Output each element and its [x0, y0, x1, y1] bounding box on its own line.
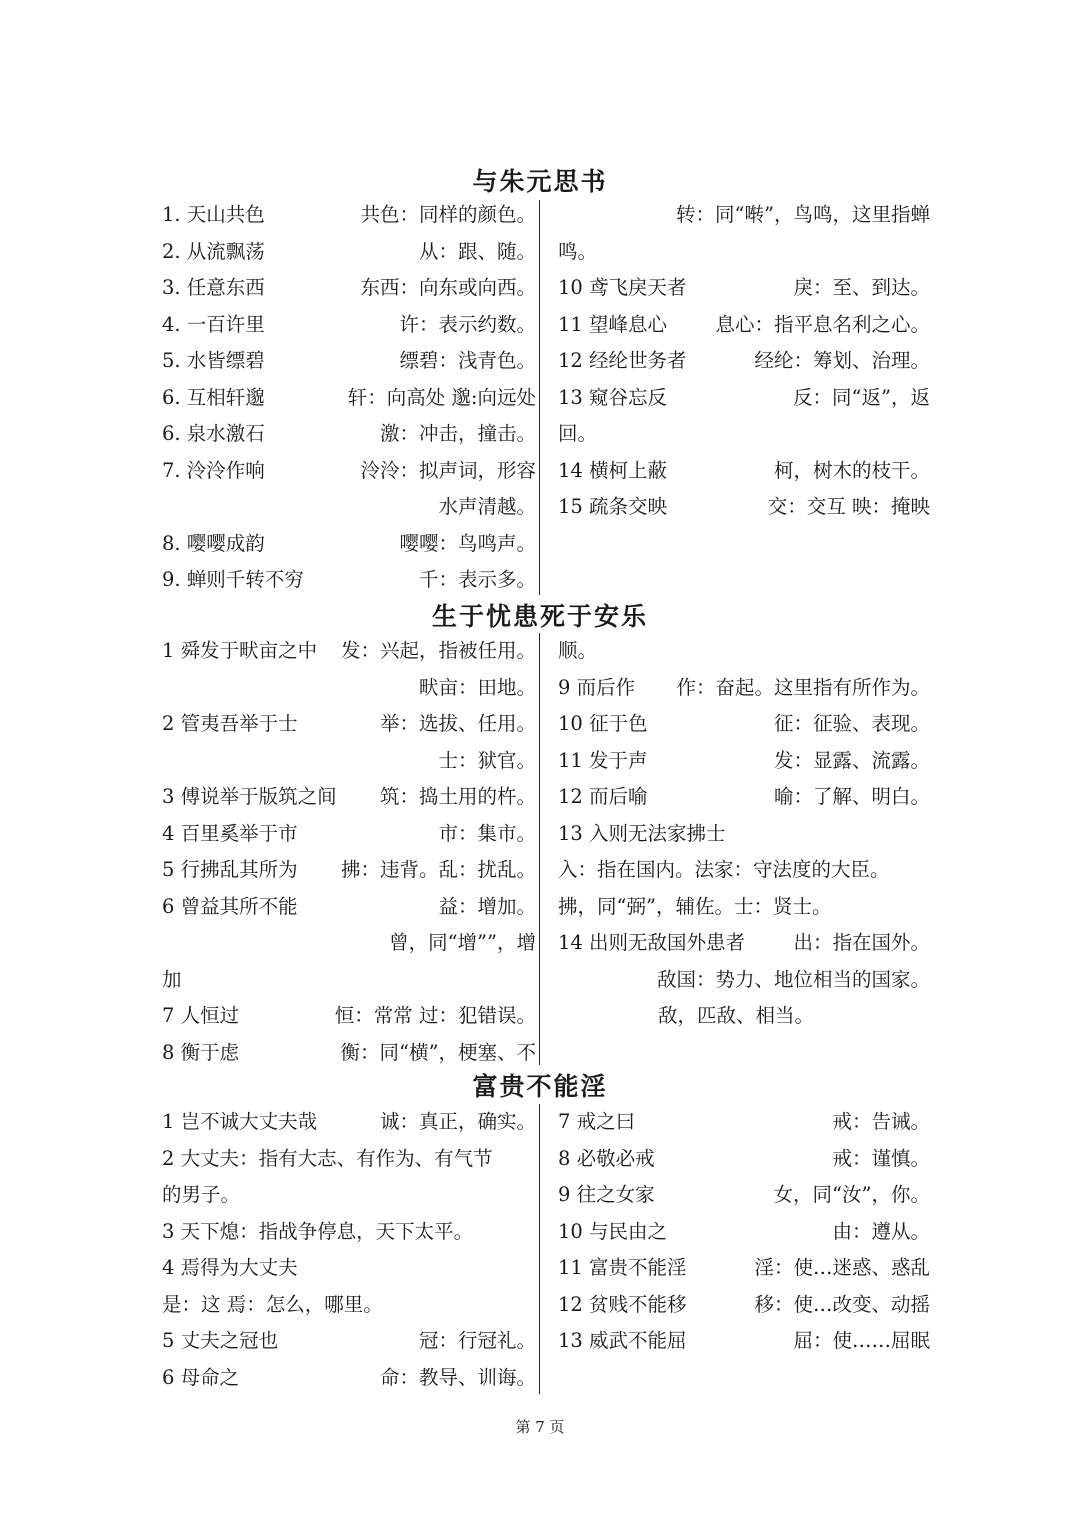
page-number: 第 7 页 — [515, 1418, 565, 1436]
entry-phrase: 12 而后喻 — [558, 785, 648, 808]
entry-row — [558, 1141, 930, 1178]
entry-row — [162, 343, 536, 380]
entry-definition: 移：使…改变、动摇 — [754, 1292, 930, 1316]
entry-row — [558, 197, 930, 234]
entry-phrase: 5 行拂乱其所为 — [162, 858, 298, 881]
section-3-left-column — [162, 1104, 536, 1396]
entry-definition: 女，同“汝”，你。 — [773, 1183, 930, 1206]
entry-phrase: 11 发于声 — [558, 748, 648, 772]
entry-row — [162, 562, 536, 599]
entry-definition: 筑：捣土用的杵。 — [379, 785, 536, 808]
entry-phrase: 3 傅说举于版筑之间 — [162, 785, 337, 808]
entry-phrase: 2. 从流飘荡 — [162, 239, 265, 263]
entry-phrase: 10 鸢飞戾天者 — [558, 276, 687, 299]
entry-phrase: 2 大丈夫：指有大志、有作为、有气节 — [162, 1146, 493, 1170]
entry-definition: 征：征验、表现。 — [773, 712, 930, 735]
entry-phrase: 拂，同“弼”，辅佐。士：贤士。 — [558, 894, 832, 918]
entry-row — [558, 1323, 930, 1360]
entry-row — [162, 1141, 536, 1178]
entry-row — [162, 307, 536, 344]
entry-phrase: 9. 蝉则千转不穷 — [162, 568, 304, 591]
entry-phrase: 6. 互相轩邈 — [162, 385, 265, 409]
entry-row — [558, 779, 930, 816]
entry-phrase: 15 疏条交映 — [558, 495, 668, 518]
entry-row — [162, 1035, 536, 1072]
entry-definition: 共色：同样的颜色。 — [360, 203, 536, 226]
entry-definition: 发：显露、流露。 — [773, 748, 930, 772]
entry-row — [558, 1177, 930, 1214]
entry-row — [162, 1104, 536, 1141]
entry-phrase: 6 曾益其所不能 — [162, 894, 298, 918]
entry-phrase: 4. 一百许里 — [162, 312, 265, 336]
entry-row — [162, 852, 536, 889]
entry-definition: 作：奋起。这里指有所作为。 — [676, 675, 930, 699]
entry-row — [558, 307, 930, 344]
entry-row — [162, 889, 536, 926]
entry-phrase: 8. 嘤嘤成韵 — [162, 531, 265, 555]
entry-definition: 屈：使……屈眠 — [793, 1329, 930, 1352]
entry-definition: 水声清越。 — [438, 495, 536, 518]
entry-row — [558, 489, 930, 526]
entry-phrase: 2 管夷吾举于士 — [162, 712, 298, 735]
entry-definition: 从：跟、随。 — [418, 239, 536, 263]
entry-definition: 冠：行冠礼。 — [418, 1329, 536, 1352]
entry-phrase: 13 入则无法家拂士 — [558, 821, 726, 845]
entry-row — [162, 380, 536, 417]
entry-phrase: 是：这 焉：怎么，哪里。 — [162, 1292, 383, 1316]
entry-phrase: 4 百里奚举于市 — [162, 821, 298, 845]
entry-row — [558, 453, 930, 490]
entry-phrase: 11 富贵不能淫 — [558, 1256, 687, 1279]
entry-phrase: 8 必敬必戒 — [558, 1146, 655, 1170]
entry-phrase: 10 征于色 — [558, 712, 648, 735]
entry-definition: 嘤嘤：鸟鸣声。 — [399, 531, 536, 555]
entry-phrase: 1 岂不诚大丈夫哉 — [162, 1110, 318, 1133]
column-divider — [539, 200, 540, 595]
entry-row — [558, 234, 930, 271]
entry-row — [162, 1323, 536, 1360]
entry-definition: 喻：了解、明白。 — [773, 785, 930, 808]
entry-phrase: 4 焉得为大丈夫 — [162, 1256, 298, 1279]
entry-phrase: 13 窥谷忘反 — [558, 385, 668, 409]
entry-definition: 恒：常常 过：犯错误。 — [334, 1004, 536, 1027]
entry-row — [558, 670, 930, 707]
entry-phrase: 12 经纶世务者 — [558, 349, 687, 372]
entry-row — [558, 1104, 930, 1141]
entry-phrase: 11 望峰息心 — [558, 312, 668, 336]
entry-phrase: 14 横柯上蔽 — [558, 458, 668, 482]
entry-row — [162, 1287, 536, 1324]
entry-row — [558, 925, 930, 962]
entry-row — [162, 816, 536, 853]
entry-definition: 曾，同“增””，增 — [389, 931, 536, 954]
entry-definition: 衡：同“横”，梗塞、不 — [340, 1040, 536, 1064]
entry-definition: 发：兴起，指被任用。 — [340, 639, 536, 662]
entry-row — [558, 706, 930, 743]
entry-row — [558, 998, 930, 1035]
entry-phrase: 3. 任意东西 — [162, 276, 265, 299]
entry-definition: 千：表示多。 — [418, 568, 536, 591]
entry-definition: 戒：告诫。 — [832, 1110, 930, 1133]
entry-row — [558, 1287, 930, 1324]
entry-definition: 淫：使…迷惑、惑乱 — [754, 1256, 930, 1279]
section-title: 富贵不能淫 — [472, 1072, 608, 1101]
entry-definition: 士：狱官。 — [438, 748, 536, 772]
entry-row — [162, 925, 536, 962]
entry-phrase: 3 天下熄：指战争停息，天下太平。 — [162, 1219, 474, 1243]
entry-row — [162, 998, 536, 1035]
entry-definition: 经纶：筹划、治理。 — [754, 349, 930, 372]
entry-phrase: 14 出则无敌国外患者 — [558, 931, 746, 954]
entry-row — [558, 889, 930, 926]
entry-definition: 柯，树木的枝干。 — [773, 458, 930, 482]
section-3-right-column — [558, 1104, 930, 1360]
entry-definition: 息心：指平息名利之心。 — [715, 312, 930, 336]
entry-phrase: 6. 泉水激石 — [162, 422, 265, 445]
entry-phrase: 1. 天山共色 — [162, 203, 265, 226]
entry-row — [162, 1177, 536, 1214]
entry-definition: 由：遵从。 — [832, 1219, 930, 1243]
section-title: 生于忧患死于安乐 — [431, 602, 648, 631]
entry-phrase: 9 而后作 — [558, 675, 636, 699]
section-1-right-column — [558, 197, 930, 526]
entry-definition: 益：增加。 — [438, 894, 536, 918]
entry-definition: 交：交互 映：掩映 — [767, 495, 930, 518]
entry-row — [162, 743, 536, 780]
entry-definition: 戾：至、到达。 — [793, 276, 930, 299]
entry-row — [162, 197, 536, 234]
entry-row — [558, 1214, 930, 1251]
entry-phrase: 入：指在国内。法家：守法度的大臣。 — [558, 858, 890, 881]
entry-row — [162, 962, 536, 999]
entry-row — [558, 816, 930, 853]
entry-definition: 许：表示约数。 — [399, 312, 536, 336]
entry-definition: 缥碧：浅青色。 — [399, 349, 536, 372]
entry-phrase: 7. 泠泠作响 — [162, 458, 265, 482]
entry-row — [558, 270, 930, 307]
entry-row — [162, 633, 536, 670]
entry-definition: 敌国：势力、地位相当的国家。 — [656, 967, 930, 991]
entry-definition: 市：集市。 — [438, 821, 536, 845]
entry-row — [558, 852, 930, 889]
entry-phrase: 12 贫贱不能移 — [558, 1292, 687, 1316]
entry-phrase: 的男子。 — [162, 1183, 241, 1206]
entry-row — [162, 453, 536, 490]
entry-definition: 畎亩：田地。 — [418, 675, 536, 699]
entry-definition: 戒：谨慎。 — [832, 1146, 930, 1170]
entry-definition: 举：选拔、任用。 — [379, 712, 536, 735]
entry-phrase: 8 衡于虑 — [162, 1040, 240, 1064]
entry-row — [558, 380, 930, 417]
entry-row — [558, 743, 930, 780]
entry-definition: 敌，匹敌、相当。 — [658, 1004, 815, 1027]
column-divider — [539, 1104, 540, 1394]
entry-definition: 反：同“返”，返 — [793, 385, 930, 409]
entry-phrase: 回。 — [558, 422, 598, 445]
entry-row — [558, 343, 930, 380]
column-divider — [539, 633, 540, 1065]
entry-definition: 轩：向高处 邈:向远处 — [347, 385, 536, 409]
entry-definition: 命：教导、训诲。 — [379, 1365, 536, 1389]
entry-definition: 东西：向东或向西。 — [360, 276, 536, 299]
entry-definition: 泠泠：拟声词，形容 — [360, 458, 536, 482]
entry-phrase: 6 母命之 — [162, 1365, 240, 1389]
section-1-left-column — [162, 197, 536, 599]
entry-row — [162, 1360, 536, 1397]
entry-definition: 诚：真正，确实。 — [379, 1110, 536, 1133]
entry-phrase: 7 人恒过 — [162, 1004, 240, 1027]
entry-phrase: 鸣。 — [558, 239, 598, 263]
entry-row — [162, 416, 536, 453]
entry-definition: 转：同“啭”，鸟鸣，这里指蝉 — [676, 203, 930, 226]
entry-row — [162, 779, 536, 816]
entry-row — [558, 962, 930, 999]
entry-definition: 激：冲击，撞击。 — [379, 422, 536, 445]
entry-row — [162, 670, 536, 707]
entry-phrase: 9 往之女家 — [558, 1183, 655, 1206]
entry-row — [162, 1214, 536, 1251]
entry-phrase: 加 — [162, 967, 182, 991]
entry-phrase: 5 丈夫之冠也 — [162, 1329, 279, 1352]
section-2-left-column — [162, 633, 536, 1071]
entry-row — [162, 234, 536, 271]
entry-row — [558, 1250, 930, 1287]
entry-phrase: 1 舜发于畎亩之中 — [162, 639, 318, 662]
entry-phrase: 5. 水皆缥碧 — [162, 349, 265, 372]
entry-row — [162, 1250, 536, 1287]
entry-row — [558, 633, 930, 670]
entry-definition: 出：指在国外。 — [793, 931, 930, 954]
entry-row — [162, 706, 536, 743]
entry-row — [162, 270, 536, 307]
section-2-right-column — [558, 633, 930, 1035]
entry-phrase: 13 威武不能屈 — [558, 1329, 687, 1352]
entry-phrase: 10 与民由之 — [558, 1219, 668, 1243]
entry-row — [558, 416, 930, 453]
section-title: 与朱元思书 — [472, 167, 608, 196]
entry-phrase: 顺。 — [558, 639, 598, 662]
entry-definition: 拂：违背。乱：扰乱。 — [340, 858, 536, 881]
entry-row — [162, 526, 536, 563]
entry-row — [162, 489, 536, 526]
entry-phrase: 7 戒之曰 — [558, 1110, 636, 1133]
